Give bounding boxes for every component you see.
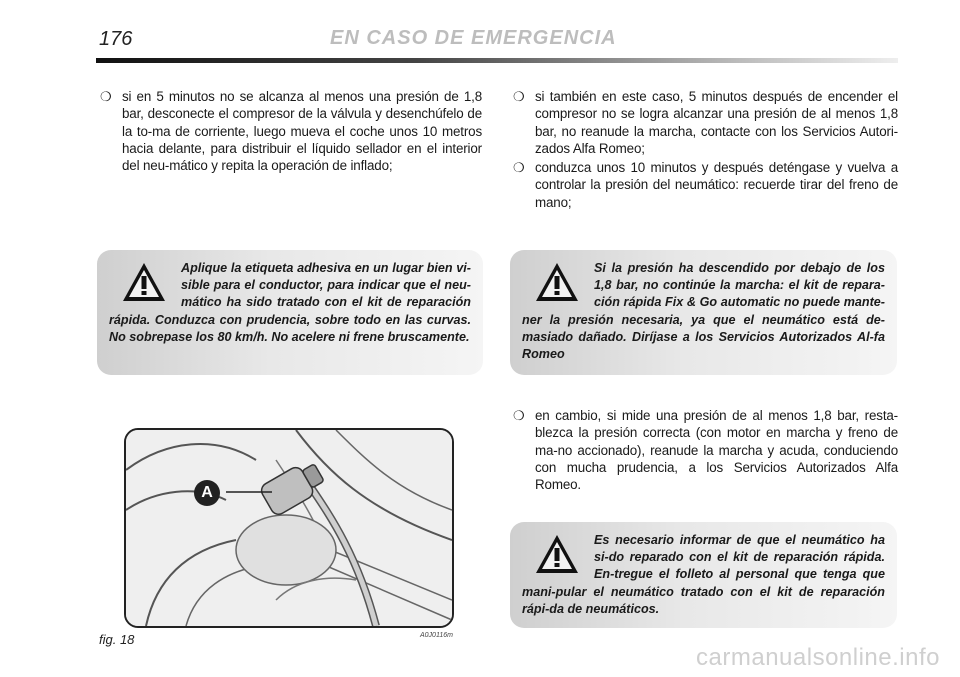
bullet-item (513, 407, 898, 493)
header-rule (96, 58, 898, 63)
figure-illustration (124, 428, 454, 628)
page-number: 176 (99, 28, 133, 50)
left-column (100, 88, 482, 176)
warning-box-right-bottom (510, 522, 897, 628)
right-column-lower (513, 407, 898, 495)
figure-code: A0J0116m (420, 632, 453, 639)
tyre-valve-drawing (126, 430, 452, 626)
warning-triangle-icon (121, 260, 167, 304)
bullet-text: en cambio, si mide una presión de al menos 1,8 bar, resta-blezca la presión correcta (con motor en marcha y freno de ma-no accionado), reanude la marcha y acuda, conduciendo con mucha prudencia, a los Servicios Autorizados Alfa Romeo. (535, 408, 898, 493)
warning-triangle-icon (534, 532, 580, 576)
bullet-icon: ❍ (100, 89, 112, 104)
warning-text: Es necesario informar de que el neumático ha si-do reparado con el kit de reparación rápida. En-tregue el folleto al personal que tenga que mani-pular el neumático tratado con el kit de reparación rápi-da de neumáticos. (522, 533, 885, 616)
bullet-text: si en 5 minutos no se alcanza al menos una presión de 1,8 bar, desconecte el compresor de la válvula y desenchúfelo de la to-ma de corriente, luego mueva el coche unos 10 metros hacia delante, para distribuir el líquido sellador en el interior del neu-mático y repita la operación de inflado; (122, 89, 482, 174)
warning-text: Si la presión ha descendido por debajo de los 1,8 bar, no continúe la marcha: el kit de repara-ción rápida Fix & Go automatic no puede mante-ner la presión necesaria, ya que el neumático está de-masiado dañado. Diríjase a los Servicios Autorizados Al-fa Romeo (522, 261, 885, 362)
bullet-text: conduzca unos 10 minutos y después deténgase y vuelva a controlar la presión del neumático: recuerde tirar del freno de mano; (535, 160, 898, 210)
section-title: EN CASO DE EMERGENCIA (330, 27, 617, 49)
callout-label: A (201, 484, 213, 501)
warning-triangle-icon (534, 260, 580, 304)
bullet-icon: ❍ (513, 160, 525, 176)
bullet-text: si también en este caso, 5 minutos después de encender el compresor no se logra alcanzar una presión de al menos 1,8 bar, no reanude la marcha, contacte con los Servicios Autori-zados Alfa Romeo; (535, 89, 898, 156)
warning-box-left (97, 250, 483, 375)
bullet-item (513, 88, 898, 157)
right-column (513, 88, 898, 213)
figure-caption: fig. 18 (99, 632, 135, 647)
bullet-item (100, 88, 482, 174)
bullet-item (513, 159, 898, 211)
bullet-icon: ❍ (513, 89, 525, 104)
bullet-icon: ❍ (513, 408, 525, 423)
warning-box-right-top (510, 250, 897, 375)
warning-text: Aplique la etiqueta adhesiva en un lugar bien vi-sible para el conductor, para indicar que el neu-mático ha sido tratado con el kit de reparación rápida. Conduzca con prudencia, sobre todo en las curvas. No sobrepase los 80 km/h. No acelere ni frene bruscamente. (109, 261, 471, 344)
watermark: carmanualsonline.info (696, 644, 940, 671)
